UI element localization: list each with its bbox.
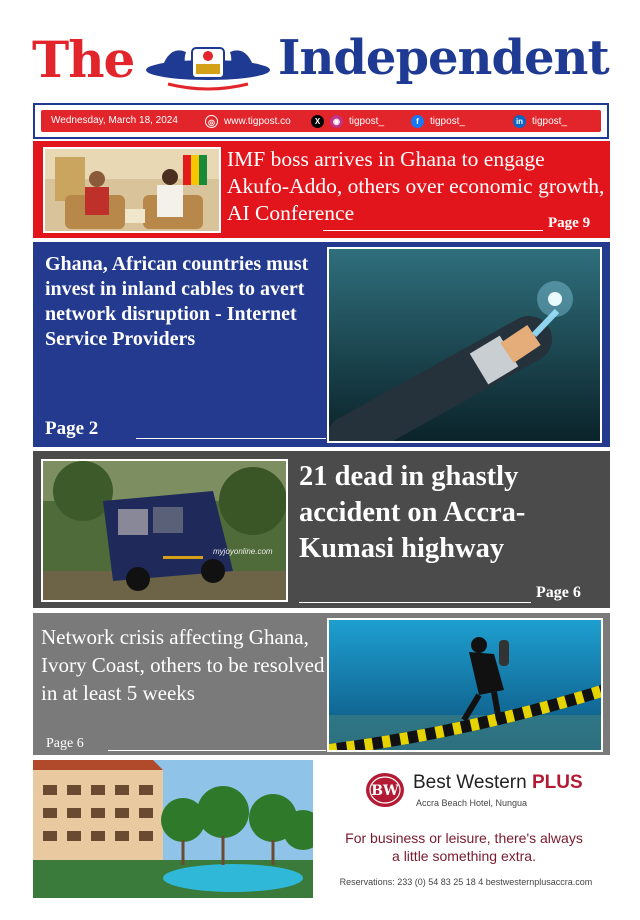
brand-suffix: PLUS <box>531 772 583 793</box>
x-handle: tigpost_ <box>349 116 385 128</box>
hotel-advertisement[interactable] <box>33 760 610 898</box>
story-accident[interactable] <box>33 451 610 608</box>
divider <box>108 750 326 751</box>
divider <box>136 438 326 439</box>
website-link[interactable] <box>205 115 291 128</box>
story-network-crisis-headline: Network crisis affecting Ghana, Ivory Coast, others to be resolved in at least 5 weeks <box>41 625 325 705</box>
story-accident-page: Page 6 <box>536 584 581 601</box>
story-imf-headline: IMF boss arrives in Ghana to engage Akufo-Addo, others over economic growth, AI Conference <box>227 147 605 225</box>
best-western-logo-icon <box>365 772 405 808</box>
globe-icon: ◎ <box>205 115 218 128</box>
hotel-brand <box>413 772 583 794</box>
crashed-bus-photo <box>41 459 288 602</box>
masthead-the: The <box>32 30 135 89</box>
divider <box>299 602 531 603</box>
brand-prefix: Best Western <box>413 772 527 793</box>
divider <box>323 230 543 231</box>
issue-date: Wednesday, March 18, 2024 <box>51 115 178 126</box>
undersea-cable-photo <box>327 247 602 443</box>
meeting-photo <box>43 147 221 233</box>
masthead <box>28 28 618 100</box>
instagram-icon: ◉ <box>330 115 343 128</box>
coat-of-arms-icon <box>138 34 278 94</box>
story-accident-headline: 21 dead in ghastly accident on Accra-Kumasi highway <box>299 461 526 564</box>
website-text: www.tigpost.co <box>224 116 291 128</box>
linkedin-handle: tigpost_ <box>532 116 568 128</box>
facebook-handle: tigpost_ <box>430 116 466 128</box>
hotel-photo <box>33 760 313 898</box>
story-imf[interactable] <box>33 141 610 238</box>
x-icon: X <box>311 115 324 128</box>
story-inland-cables[interactable] <box>33 242 610 447</box>
info-bar-strip <box>41 110 601 132</box>
story-imf-page: Page 9 <box>548 215 591 231</box>
info-bar <box>33 103 609 139</box>
photo-credit: myjoyonline.com <box>213 547 273 556</box>
hotel-subtitle: Accra Beach Hotel, Nungua <box>416 798 528 808</box>
story-inland-cables-page: Page 2 <box>45 418 99 439</box>
linkedin-link[interactable] <box>513 115 567 128</box>
story-network-crisis-page: Page 6 <box>46 736 84 751</box>
logo-text: BW <box>371 783 399 799</box>
facebook-link[interactable] <box>411 115 465 128</box>
masthead-independent: Independent <box>278 30 609 86</box>
linkedin-icon: in <box>513 115 526 128</box>
facebook-icon: f <box>411 115 424 128</box>
diver-cable-photo <box>327 618 603 752</box>
ad-tagline-2: a little something extra. <box>392 848 536 864</box>
ad-reservations: Reservations: 233 (0) 54 83 25 18 4 bestwesternplusaccra.com <box>339 877 593 887</box>
story-inland-cables-headline: Ghana, African countries must invest in inland cables to avert network disruption - Internet Service Providers <box>45 253 309 350</box>
x-link[interactable] <box>311 115 384 128</box>
ad-tagline-1: For business or leisure, there's always <box>345 830 583 846</box>
story-network-crisis[interactable] <box>33 613 610 755</box>
